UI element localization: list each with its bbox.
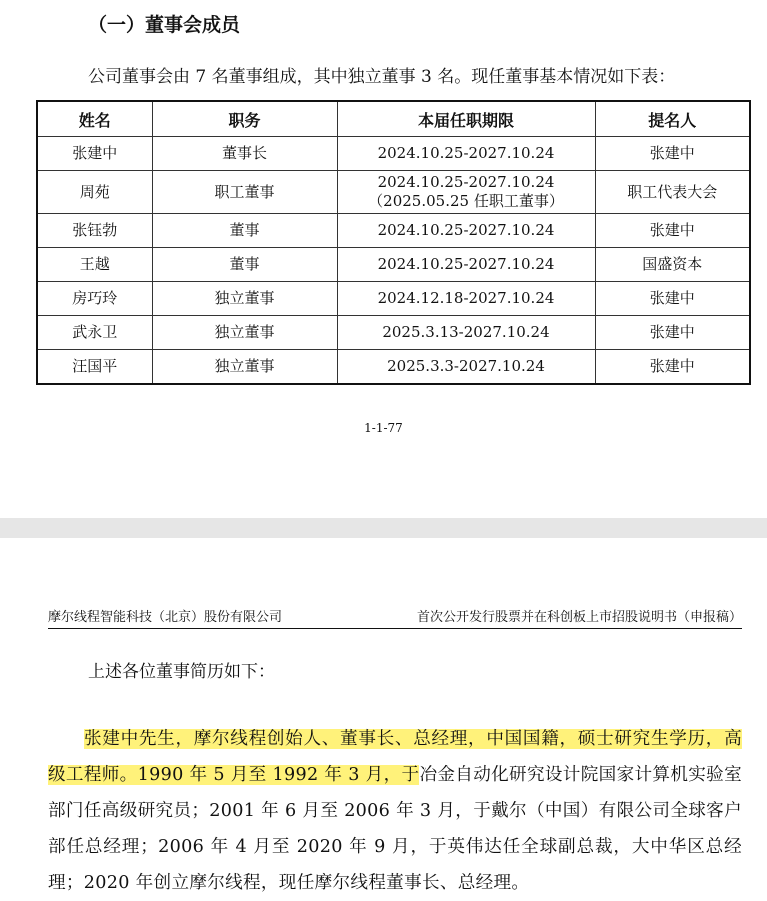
- table-row: [37, 350, 750, 385]
- cell-position: 职工董事: [152, 171, 337, 214]
- cell-nominator: 张建中: [595, 137, 750, 171]
- bio-text: 冶金自动化研究设计院国家计算机实验室部门任高级研究员；2001 年 6 月至 2006 年 3 月，于戴尔（中国）有限公司全球客户部任总经理；2006 年 4 月至 2020 年 9 月，于英伟达任全球副总裁，大中华区总经理；2020 年创立摩尔线程，现任摩尔线程董事长、总经理。: [48, 764, 742, 893]
- header-nominator: 提名人: [595, 101, 750, 137]
- cell-position: 独立董事: [152, 316, 337, 350]
- cell-nominator: 张建中: [595, 282, 750, 316]
- cell-term: 2024.10.25-2027.10.24: [337, 248, 595, 282]
- cell-term-dates: 2024.10.25-2027.10.24: [377, 173, 555, 191]
- intro-paragraph: 公司董事会由 7 名董事组成，其中独立董事 3 名。现任董事基本情况如下表：: [88, 67, 676, 87]
- cell-term: [337, 171, 595, 214]
- header-term: 本届任职期限: [337, 101, 595, 137]
- cell-nominator: 张建中: [595, 316, 750, 350]
- table-row: [37, 137, 750, 171]
- cell-name: 房巧玲: [37, 282, 152, 316]
- running-header: [48, 606, 742, 629]
- cell-nominator: 职工代表大会: [595, 171, 750, 214]
- page-separator: [0, 518, 767, 538]
- cell-name: 武永卫: [37, 316, 152, 350]
- cell-name: 周苑: [37, 171, 152, 214]
- running-header-company: 摩尔线程智能科技（北京）股份有限公司: [48, 610, 283, 625]
- cell-term: 2024.10.25-2027.10.24: [337, 137, 595, 171]
- table-row: [37, 282, 750, 316]
- cell-term: 2025.3.3-2027.10.24: [337, 350, 595, 385]
- cell-position: 董事长: [152, 137, 337, 171]
- cell-term: 2025.3.13-2027.10.24: [337, 316, 595, 350]
- cell-name: 张钰勃: [37, 214, 152, 248]
- bios-lead: 上述各位董事简历如下：: [88, 662, 275, 682]
- cell-term: 2024.10.25-2027.10.24: [337, 214, 595, 248]
- table-row: [37, 248, 750, 282]
- bio-paragraph: [48, 721, 742, 901]
- cell-name: 王越: [37, 248, 152, 282]
- cell-position: 独立董事: [152, 350, 337, 385]
- board-members-table: [36, 100, 751, 385]
- cell-nominator: 张建中: [595, 350, 750, 385]
- running-header-document: 首次公开发行股票并在科创板上市招股说明书（申报稿）: [416, 610, 742, 625]
- cell-term-note: （2025.05.25 任职工董事）: [368, 192, 564, 210]
- cell-name: 汪国平: [37, 350, 152, 385]
- cell-nominator: 张建中: [595, 214, 750, 248]
- cell-position: 独立董事: [152, 282, 337, 316]
- cell-nominator: 国盛资本: [595, 248, 750, 282]
- cell-name: 张建中: [37, 137, 152, 171]
- header-name: 姓名: [37, 101, 152, 137]
- section-heading: （一）董事会成员: [88, 14, 241, 36]
- header-position: 职务: [152, 101, 337, 137]
- cell-position: 董事: [152, 248, 337, 282]
- page-number: 1-1-77: [364, 421, 403, 435]
- cell-position: 董事: [152, 214, 337, 248]
- table-row: [37, 171, 750, 214]
- table-header-row: [37, 101, 750, 137]
- table-row: [37, 316, 750, 350]
- cell-term: 2024.12.18-2027.10.24: [337, 282, 595, 316]
- highlighted-text[interactable]: 张建中先生，摩尔线程创始人、董事长、总经理，中国国籍，硕士研究生学历，高级工程师。1990 年 5 月至 1992 年 3 月，于: [48, 728, 742, 785]
- table-row: [37, 214, 750, 248]
